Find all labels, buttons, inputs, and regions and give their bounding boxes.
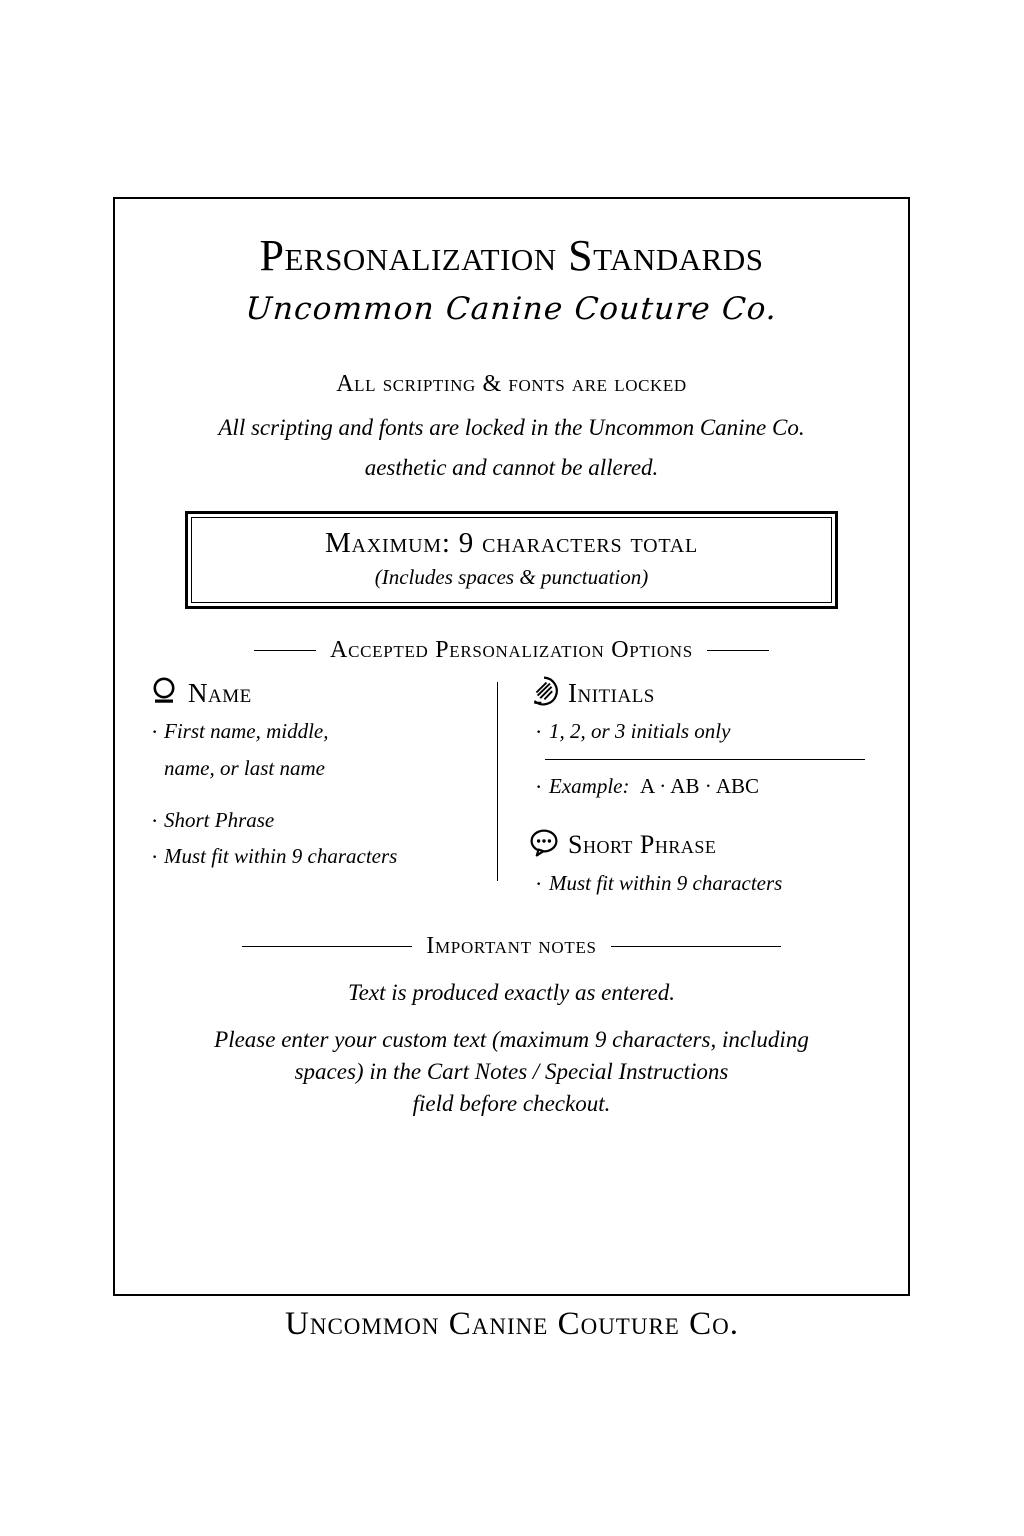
maximum-characters-box <box>185 511 838 609</box>
divider-rule-left <box>254 650 316 651</box>
column-divider <box>497 682 498 881</box>
name-badge-icon <box>149 676 179 711</box>
maximum-characters-inner <box>191 517 832 603</box>
list-item: · Short Phrase <box>149 806 481 836</box>
list-item: · Must fit within 9 characters <box>149 842 481 872</box>
list-item: · First name, middle, <box>149 717 481 747</box>
list-item-continuation: name, or last name <box>164 755 325 780</box>
option-header-short-phrase <box>529 828 874 863</box>
sub-option-short-phrase <box>529 828 874 899</box>
speech-bubble-icon <box>529 828 559 863</box>
example-value: A · AB · ABC <box>639 773 759 798</box>
option-column-name <box>149 676 497 905</box>
accepted-options-title: Accepted Personalization Options <box>330 637 693 664</box>
locked-notice-body <box>164 408 860 489</box>
option-label-initials: Initials <box>568 678 655 709</box>
initials-separator-rule <box>545 759 865 760</box>
initials-bullet-list <box>529 717 874 747</box>
brand-subtitle: Uncommon Canine Couture Co. <box>244 291 779 328</box>
locked-notice-line-1: All scripting and fonts are locked in the Uncommon Canine Co. <box>218 415 805 441</box>
option-column-initials <box>497 676 874 905</box>
page-footer: Uncommon Canine Couture Co. <box>285 1306 739 1342</box>
notes-line-2: Please enter your custom text (maximum 9 characters, including <box>214 1026 809 1052</box>
option-label-name: Name <box>188 678 252 709</box>
notes-line-4: field before checkout. <box>412 1091 611 1117</box>
important-notes-body <box>149 976 874 1120</box>
option-header-initials <box>529 676 874 711</box>
accepted-options-header <box>149 637 874 664</box>
locked-notice-line-2: aesthetic and cannot be allered. <box>364 455 659 481</box>
list-item: · 1, 2, or 3 initials only <box>529 717 874 747</box>
list-item: · Must fit within 9 characters <box>529 869 874 899</box>
notes-line-1: Text is produced exactly as entered. <box>347 980 676 1006</box>
options-columns <box>149 676 874 905</box>
page-title: Personalization Standards <box>259 231 764 280</box>
maximum-characters-headline: Maximum: 9 characters total <box>324 526 699 559</box>
name-bullet-list <box>149 717 481 872</box>
notes-line-3: spaces) in the Cart Notes / Special Instructions <box>294 1059 729 1084</box>
short-phrase-bullet-list <box>529 869 874 899</box>
option-label-short-phrase: Short Phrase <box>568 830 717 860</box>
notes-rule-right <box>611 946 781 947</box>
initials-example-list <box>529 772 874 802</box>
example-label: Example: <box>549 773 630 798</box>
card-content <box>115 199 908 1120</box>
option-header-name <box>149 676 481 711</box>
maximum-characters-subnote: (Includes spaces & punctuation) <box>374 565 649 590</box>
list-item <box>529 772 874 802</box>
standards-card <box>113 197 910 1296</box>
notes-paragraph-2 <box>149 1024 874 1121</box>
important-notes-title: Important notes <box>426 933 597 960</box>
monogram-badge-icon <box>529 676 559 711</box>
divider-rule-right <box>707 650 769 651</box>
locked-notice-heading: All scripting & fonts are locked <box>336 371 687 398</box>
notes-rule-left <box>242 946 412 947</box>
important-notes-header <box>149 933 874 960</box>
